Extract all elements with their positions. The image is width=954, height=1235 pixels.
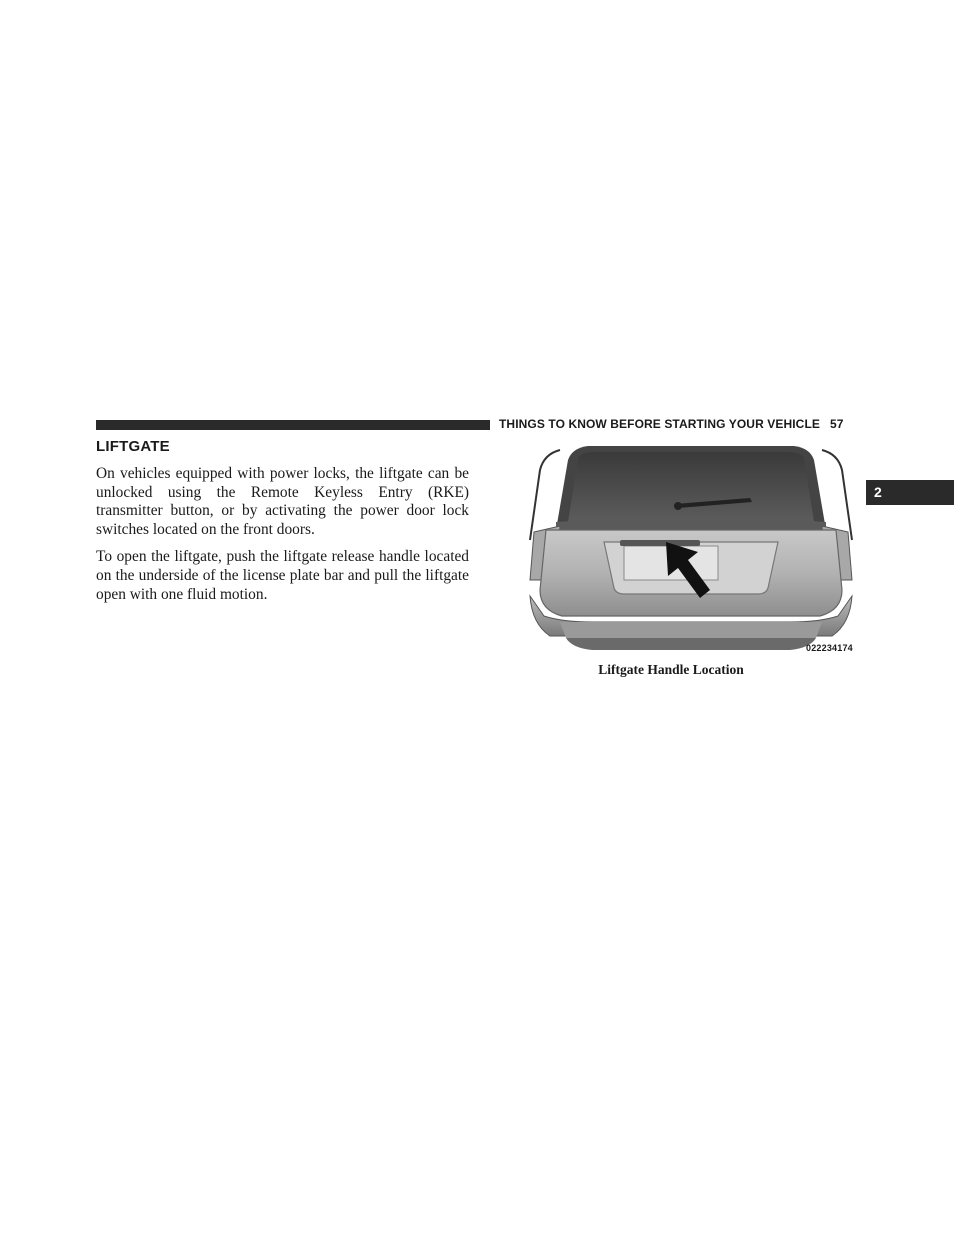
figure-caption: Liftgate Handle Location: [598, 662, 744, 677]
running-head: [499, 417, 859, 433]
paragraph-open-liftgate: To open the liftgate, push the liftgate release handle located on the underside of the license plate bar and pull the liftgate open with one fluid motion.: [96, 548, 469, 603]
section-title: LIFTGATE: [96, 438, 170, 455]
page-number: 57: [829, 417, 844, 431]
header-rule: [96, 420, 490, 430]
chapter-tab: 2: [866, 480, 954, 505]
paragraph-rke-unlock: On vehicles equipped with power locks, the liftgate can be unlocked using the Remote Keyless Entry (RKE) transmitter button, or by activating the power door lock switches located on the front doors.: [96, 465, 469, 538]
running-head-title: THINGS TO KNOW BEFORE STARTING YOUR VEHICLE: [499, 417, 820, 431]
figure-code: 022234174: [806, 643, 853, 653]
body-text: [96, 465, 469, 613]
minivan-rear-shape: [530, 446, 852, 650]
liftgate-illustration: [520, 440, 860, 658]
